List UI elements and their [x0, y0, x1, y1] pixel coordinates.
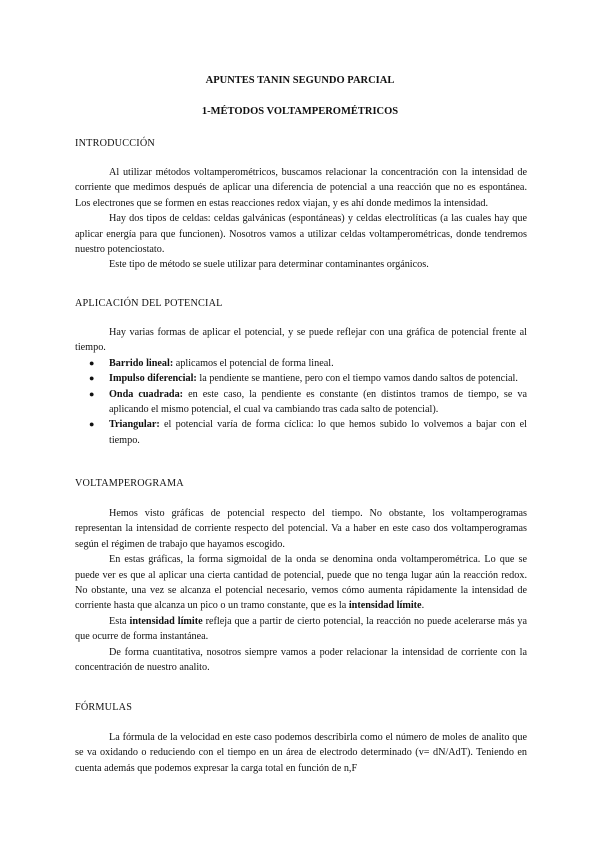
paragraph — [75, 614, 527, 645]
bullet-icon: ● — [89, 419, 95, 430]
section-heading-introduccion: INTRODUCCIÓN — [75, 138, 155, 149]
document-subtitle: 1-MÉTODOS VOLTAMPEROMÉTRICOS — [201, 106, 399, 117]
document-title: APUNTES TANIN SEGUNDO PARCIAL — [205, 75, 395, 86]
bullet-icon: ● — [89, 388, 95, 399]
paragraph: Al utilizar métodos voltamperométricos, buscamos relacionar la concentración con la intensidad de corriente que medimos después de aplicar una diferencia de potencial a una reacción que no es espontánea. Los electrones que se formen en estas reacciones redox viajan, y es ahí donde medimos la intensidad. — [75, 167, 527, 209]
list-item — [75, 371, 527, 386]
list-item — [75, 356, 527, 371]
list-item-term: Impulso diferencial: — [109, 373, 197, 385]
section-aplicacion — [75, 325, 527, 448]
list-item-term: Onda cuadrada: — [109, 388, 184, 400]
paragraph: Hay dos tipos de celdas: celdas galvánicas (espontáneas) y celdas electrolíticas (a las cuales hay que aplicar energía para que funcionen). Nosotros vamos a utilizar celdas voltamperométricas, donde tendremos nuestro potenciostato. — [75, 213, 527, 256]
paragraph — [75, 552, 527, 614]
bullet-list — [75, 356, 527, 448]
bold-term: intensidad límite — [348, 600, 422, 612]
text-run: refleja que a partir de cierto potencial, la reacción no puede acelerarse más ya que ocurre de forma instantánea. — [75, 615, 527, 643]
section-voltamperograma — [75, 506, 527, 675]
paragraph: Hay varias formas de aplicar el potencial, y se puede reflejar con una gráfica de potencial frente al tiempo. — [75, 327, 527, 354]
bold-term: intensidad límite — [129, 615, 203, 627]
section-heading-formulas: FÓRMULAS — [75, 702, 133, 713]
list-item-text: la pendiente se mantiene, pero con el tiempo vamos dando saltos de potencial. — [196, 373, 518, 385]
text-run: En estas gráficas, la forma sigmoidal de la onda se denomina onda voltamperométrica. Lo que se puede ver es que al aplicar una cierta cantidad de potencial, puede que no tenga lugar aún la reacción redox. No obstante, una vez se alcanza el potencial necesario, vemos cómo aumenta rápidamente la intensidad de corriente hasta que alcanza un pico o un tramo constante, que es la — [75, 554, 527, 612]
list-item-term: Barrido lineal: — [109, 357, 174, 369]
paragraph: Hemos visto gráficas de potencial respecto del tiempo. No obstante, los voltamperogramas representan la intensidad de corriente respecto del potencial. Va a haber en este caso dos voltamperogramas según el régimen de trabajo que hayamos escogido. — [75, 508, 527, 550]
list-item-term: Triangular: — [109, 419, 160, 431]
paragraph: De forma cuantitativa, nosotros siempre vamos a poder relacionar la intensidad de corriente con la concentración de nuestro analito. — [75, 646, 527, 674]
list-item — [75, 417, 527, 448]
list-item-text: el potencial varía de forma cíclica: lo que hemos subido lo volvemos a bajar con el tiempo. — [109, 419, 527, 446]
section-heading-voltamperograma: VOLTAMPEROGRAMA — [75, 478, 184, 489]
text-run: Esta — [109, 615, 130, 627]
section-heading-aplicacion: APLICACIÓN DEL POTENCIAL — [75, 298, 223, 309]
text-run: . — [421, 600, 425, 612]
bullet-icon: ● — [89, 357, 95, 368]
list-item-text: en este caso, la pendiente es constante (en distintos tramos de tiempo, se va aplicando el mismo potencial, el cual va cambiando tras cada salto de potencial). — [109, 388, 527, 416]
list-item — [75, 387, 527, 418]
bullet-icon: ● — [89, 373, 95, 384]
paragraph: Este tipo de método se suele utilizar para determinar contaminantes orgánicos. — [109, 259, 429, 271]
paragraph: La fórmula de la velocidad en este caso podemos describirla como el número de moles de analito que se va oxidando o reduciendo con el tiempo en un área de electrodo determinado (v= dN/AdT). Teniendo en cuenta además que podemos expresar la carga total en función de n,F — [75, 732, 527, 774]
list-item-text: aplicamos el potencial de forma lineal. — [173, 357, 334, 369]
section-formulas — [75, 730, 527, 776]
section-introduccion — [75, 165, 527, 273]
